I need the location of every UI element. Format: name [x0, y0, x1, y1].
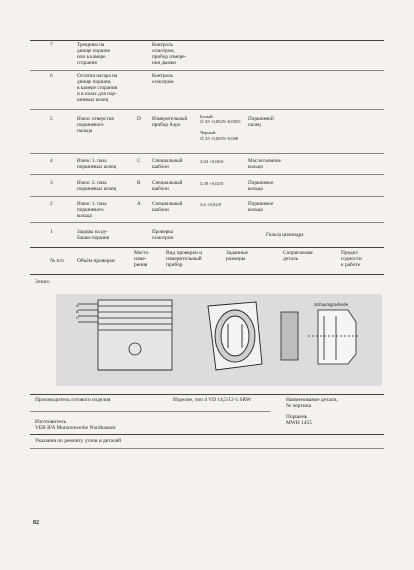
row-5-no: 5 — [50, 116, 53, 122]
product-label: Изделие, тип 4 VD 14,5/12-1 SRW — [173, 397, 251, 403]
row-7-no: 7 — [50, 42, 53, 48]
row-2-defect: Износ 1. паза поршневого кольца — [77, 201, 107, 219]
header-method: Вид проверки и измерительный прибор — [166, 250, 203, 269]
header-top-rule — [30, 247, 384, 248]
page-number: 82 — [33, 520, 39, 526]
technical-drawing — [56, 294, 382, 386]
row-1-part: Гильза цилиндра — [266, 232, 304, 238]
row-3-no: 3 — [50, 180, 53, 186]
header-part: Сопрягаемая деталь — [283, 250, 313, 263]
row-2-size: 3,6 +0,02/0 — [200, 202, 222, 207]
row-rule — [30, 109, 384, 110]
label-c: C — [76, 315, 79, 320]
header-class: Место изме- рения — [134, 250, 149, 269]
figure-annotation: Schaumgradseite — [314, 302, 349, 307]
row-6-defect: Остатки нагара на днище поршня, в камере сгорания и в пазах для пор- шневых колец — [77, 73, 118, 103]
row-2-no: 2 — [50, 201, 53, 207]
header-defect: Объём проверки — [77, 258, 115, 264]
label-b: B — [76, 309, 79, 314]
row-1-no: 1 — [50, 229, 53, 235]
row-6-method: Контроль осмотром — [152, 73, 174, 85]
row-7-defect: Трещины на днище поршня или в камере сгорания — [77, 42, 110, 66]
row-4-no: 4 — [50, 158, 53, 164]
row-3-part: Поршневое кольцо — [248, 180, 274, 192]
row-3-defect: Износ 2. паза поршневых колец — [77, 180, 117, 192]
maker-value: VEB IFA Motorenwerke Nordhausen — [35, 425, 116, 431]
notes-label: Указания по ремонту узлов и деталей — [35, 438, 122, 444]
row-1-defect: Задиры на ру- башке поршня — [77, 229, 110, 241]
row-rule — [30, 196, 384, 197]
part-label: Наименование детали, № чертежа — [286, 397, 338, 410]
label-a: A — [76, 303, 79, 308]
footer-bottom-rule — [30, 434, 384, 435]
row-4-class: C — [137, 158, 141, 164]
row-5-class: D — [137, 116, 141, 122]
row-5-part: Поршневой палец — [248, 116, 274, 128]
row-1-method: Проверка осмотром — [152, 229, 174, 241]
row-2-method: Специальный шаблон — [152, 201, 183, 213]
row-5-size: Белый: ∅ 45 -0,0025/-0,0055 Черный: ∅ 45 -0,0055/-0,008 — [200, 114, 241, 141]
row-6-no: 6 — [50, 73, 53, 79]
row-rule — [30, 70, 384, 71]
row-2-class: A — [137, 201, 141, 207]
part-value: Поршень MWH 1455 — [286, 414, 312, 427]
row-2-part: Поршневое кольцо — [248, 201, 274, 213]
row-3-size: 3,38 +0,02/0 — [200, 181, 224, 186]
table-top-rule — [30, 40, 384, 41]
row-4-method: Специальный шаблон — [152, 158, 183, 170]
piston-cross-section — [208, 302, 262, 370]
sketch-label: Эскиз: — [35, 279, 51, 285]
row-3-method: Специальный шаблон — [152, 180, 183, 192]
maker-label: Изготовитель — [35, 419, 67, 425]
row-3-class: B — [137, 180, 141, 186]
ring-view — [281, 310, 360, 364]
header-no: № п/п — [50, 258, 64, 264]
row-rule — [30, 153, 384, 154]
notes-rule — [30, 448, 384, 449]
header-limit: Предел годности к работе — [341, 250, 362, 269]
piston-drawing-svg — [56, 294, 382, 386]
row-rule — [30, 222, 384, 223]
header-size: Заданные размеры — [226, 250, 249, 263]
row-5-defect: Износ отверстия поршневого пальца — [77, 116, 114, 134]
row-7-method: Контроль осмотром, прибор измере- ния дымки — [152, 42, 187, 66]
row-4-defect: Износ 3. паза поршневых колец — [77, 158, 117, 170]
row-5-method: Измерительный прибор Аэро — [152, 116, 188, 128]
footer-mid-rule — [30, 411, 270, 412]
row-4-size: 3,04 +0,06/0 — [200, 159, 224, 164]
manufacturer-label: Производитель готового изделия — [35, 397, 111, 403]
piston-side-view — [78, 300, 172, 370]
header-bottom-rule — [30, 274, 384, 275]
row-rule — [30, 174, 384, 175]
row-4-part: Маслосъемное кольцо — [248, 158, 281, 170]
footer-top-rule — [30, 394, 384, 395]
